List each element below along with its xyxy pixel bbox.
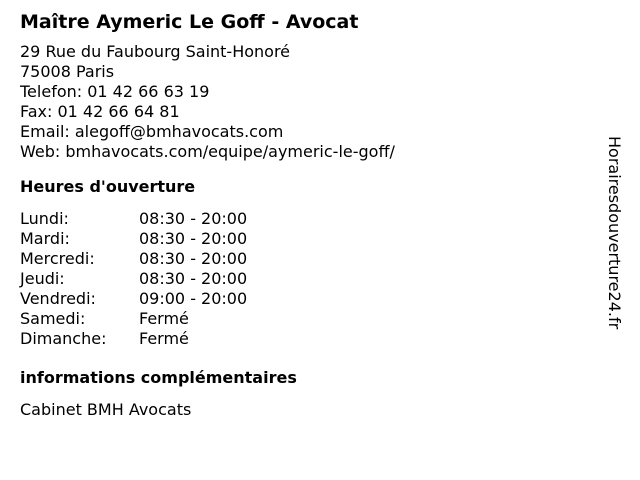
day-label: Vendredi: [20,289,96,308]
hours-row-friday [20,289,600,309]
hours-heading: Heures d'ouverture [20,177,196,196]
time-value: 09:00 - 20:00 [139,289,248,308]
fax-number: Fax: 01 42 66 64 81 [20,102,180,121]
hours-table [20,209,600,349]
street-address: 29 Rue du Faubourg Saint-Honoré [20,42,291,61]
phone-number: Telefon: 01 42 66 63 19 [20,82,210,101]
day-label: Lundi: [20,209,69,228]
page-title: Maître Aymeric Le Goff - Avocat [20,11,359,33]
hours-row-thursday [20,269,600,289]
listing-card [20,10,600,420]
info-text: Cabinet BMH Avocats [20,400,192,419]
time-value: Fermé [139,329,189,348]
website-url: Web: bmhavocats.com/equipe/aymeric-le-goff/ [20,142,395,161]
site-credit: Horairesdouverture24.fr [605,136,624,330]
day-label: Jeudi: [20,269,65,288]
day-label: Samedi: [20,309,86,328]
time-value: 08:30 - 20:00 [139,249,248,268]
day-label: Mardi: [20,229,70,248]
city-address: 75008 Paris [20,62,115,81]
day-label: Mercredi: [20,249,95,268]
time-value: 08:30 - 20:00 [139,209,248,228]
hours-row-wednesday [20,249,600,269]
time-value: Fermé [139,309,189,328]
hours-row-tuesday [20,229,600,249]
email-address: Email: alegoff@bmhavocats.com [20,122,284,141]
time-value: 08:30 - 20:00 [139,269,248,288]
hours-row-sunday [20,329,600,349]
hours-row-monday [20,209,600,229]
time-value: 08:30 - 20:00 [139,229,248,248]
hours-row-saturday [20,309,600,329]
day-label: Dimanche: [20,329,107,348]
contact-block [20,42,600,162]
info-heading: informations complémentaires [20,368,297,387]
